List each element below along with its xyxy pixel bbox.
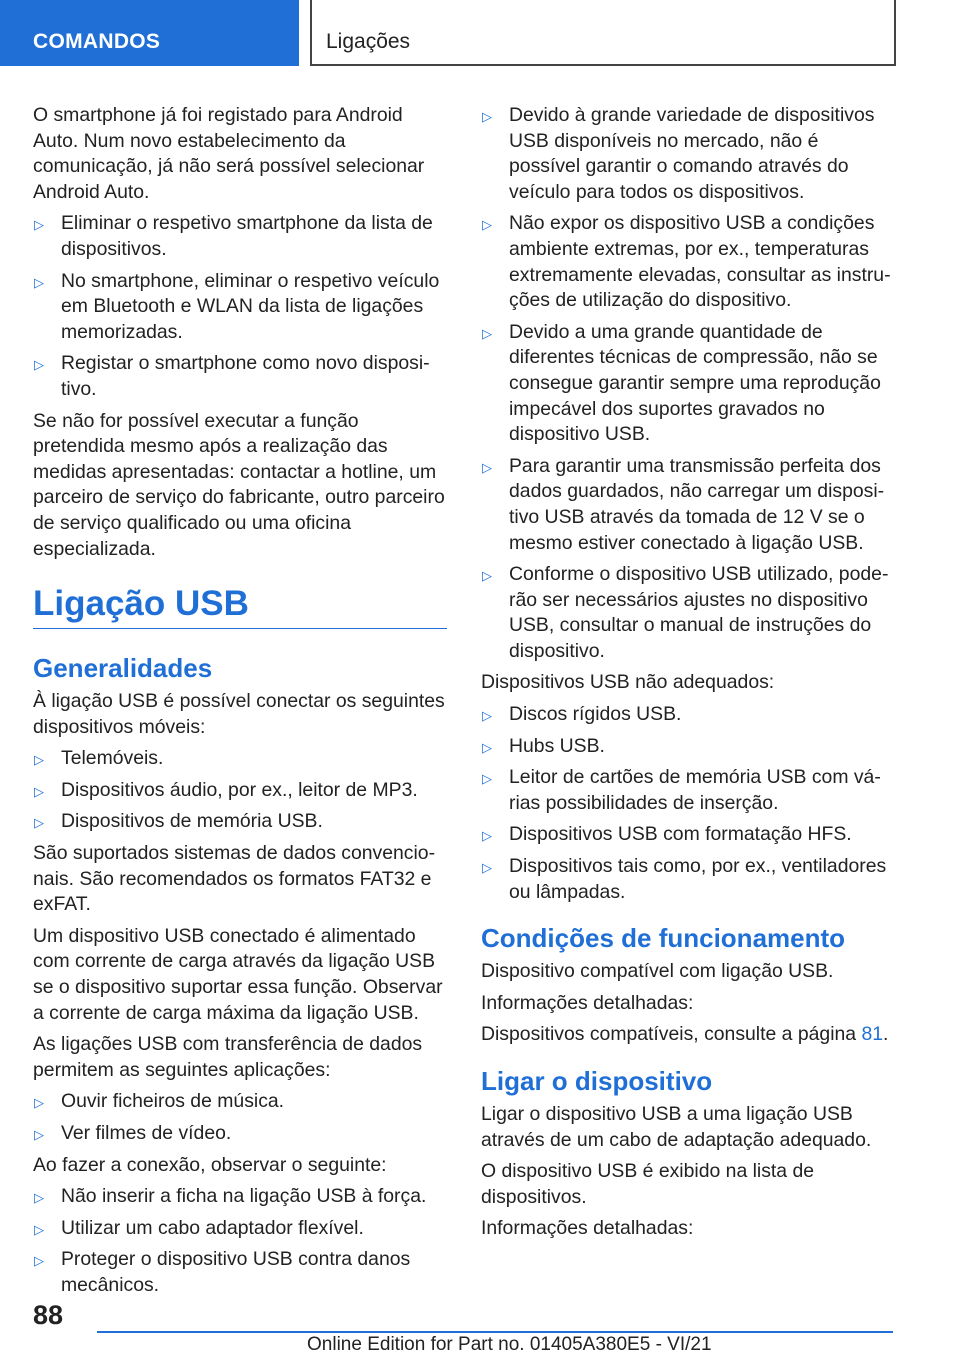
chapter-title: Ligações (326, 30, 411, 53)
bullet-triangle-icon: ▷ (482, 860, 492, 876)
list-item: ▷ Devido a uma grande quantidade de diferentes técnicas de compressão, não se consegue garantir sempre uma reprodução impecável dos suportes gravados no dispositivo USB. (482, 320, 881, 446)
heading-operating-conditions: Condições de funcionamento (481, 923, 846, 954)
section-tab (0, 0, 299, 66)
paragraph: Um dispositivo USB conectado é alimentado com corrente de carga através da ligação USB se o dispositivo suportar essa função. Observar a corrente de carga máxima da ligação USB. (33, 924, 443, 1024)
bullet-triangle-icon: ▷ (34, 1253, 44, 1269)
bullet-triangle-icon: ▷ (34, 357, 44, 373)
bullet-triangle-icon: ▷ (34, 1127, 44, 1142)
list-item: ▷ Telemóveis. (33, 746, 447, 772)
section-label: COMANDOS (33, 30, 161, 53)
right-column (481, 103, 891, 1248)
page-link[interactable]: 81 (861, 1023, 884, 1046)
list-item: ▷ Ver filmes de vídeo. (33, 1121, 447, 1147)
paragraph: O smartphone já foi registado para Android Auto. Num novo estabelecimento da comunicação, já não será possível selecionar Android Auto. (33, 104, 425, 203)
page-header (0, 0, 960, 66)
chapter-tab (310, 0, 896, 66)
paragraph: Informações detalhadas: (481, 1217, 694, 1240)
list-item: ▷ Leitor de cartões de memória USB com várias possibilidades de inserção. (482, 766, 881, 814)
paragraph: Informações detalhadas: (481, 991, 694, 1014)
bullet-triangle-icon: ▷ (482, 708, 492, 724)
list-item: ▷ Proteger o dispositivo USB contra danos mecânicos. (34, 1248, 411, 1296)
paragraph: As ligações USB com transferência de dados permitem as seguintes aplicações: (33, 1033, 423, 1081)
footer-divider (97, 1331, 893, 1333)
edition-text: Online Edition for Part no. 01405A380E5 - VI/21 (307, 1334, 712, 1355)
heading-connect-device: Ligar o dispositivo (481, 1066, 713, 1096)
bullet-triangle-icon: ▷ (482, 828, 492, 844)
paragraph: Se não for possível executar a função pretendida mesmo após a realização das medidas apresentadas: contactar a hotline, um parceiro de serviço do fabricante, outro parceiro de serviço qualificado ou uma oficina especializada. (33, 409, 445, 560)
paragraph: Ao fazer a conexão, observar o seguinte: (33, 1153, 387, 1176)
bullet-triangle-icon: ▷ (482, 217, 492, 233)
list-item: ▷ Não inserir a ficha na ligação USB à força. (33, 1184, 447, 1210)
paragraph: O dispositivo USB é exibido na lista de dispositivos. (481, 1160, 815, 1208)
bullet-triangle-icon: ▷ (34, 783, 44, 799)
paragraph: Ligar o dispositivo USB a uma ligação USB através de um cabo de adaptação adequado. (481, 1103, 872, 1151)
paragraph: São suportados sistemas de dados convencionais. São recomendados os formatos FAT32 e exFAT. (33, 842, 436, 916)
list-item: ▷ Registar o smartphone como novo dispositivo. (34, 352, 430, 400)
bullet-triangle-icon: ▷ (34, 752, 44, 768)
list-item: ▷ No smartphone, eliminar o respetivo veículo em Bluetooth e WLAN da lista de ligações memorizadas. (34, 269, 440, 343)
paragraph: Dispositivo compatível com ligação USB. (481, 960, 834, 983)
bullet-triangle-icon: ▷ (34, 1095, 44, 1111)
paragraph: Dispositivos USB não adequados: (481, 671, 775, 694)
bullet-triangle-icon: ▷ (482, 325, 492, 341)
bullet-triangle-icon: ▷ (34, 1221, 44, 1237)
bullet-triangle-icon: ▷ (34, 815, 44, 831)
list-item: ▷ Dispositivos tais como, por ex., ventiladores ou lâmpadas. (482, 855, 887, 903)
bullet-triangle-icon: ▷ (482, 459, 492, 475)
page-number: 88 (33, 1300, 64, 1330)
list-item: ▷ Ouvir ficheiros de música. (33, 1089, 447, 1115)
list-item: ▷ Dispositivos áudio, por ex., leitor de MP3. (33, 778, 447, 804)
list-item: ▷ Conforme o dispositivo USB utilizado, poderão ser necessários ajustes no dispositivo USB, consultar o manual de instruções do dispositivo. (482, 563, 889, 662)
heading-general: Generalidades (33, 653, 213, 684)
list-item: ▷ Discos rígidos USB. (481, 702, 891, 728)
bullet-triangle-icon: ▷ (34, 274, 44, 290)
list-item: ▷ Para garantir uma transmissão perfeita dos dados guardados, não carregar um dispositivo USB através da tomada de 12 V se o mesmo estiver conectado à ligação USB. (482, 454, 885, 554)
bullet-triangle-icon: ▷ (482, 739, 492, 755)
list-item: ▷ Devido à grande variedade de dispositivos USB disponíveis no mercado, não é possível garantir o comando através do veículo para todos os dispositivos. (482, 104, 875, 203)
paragraph: À ligação USB é possível conectar os seguintes dispositivos móveis: (33, 690, 445, 738)
list-item: ▷ Dispositivos USB com formatação HFS. (481, 822, 891, 848)
bullet-triangle-icon: ▷ (34, 1190, 44, 1206)
paragraph-with-link: Dispositivos compatíveis, consulte a página 81. (481, 1023, 889, 1046)
list-item: ▷ Eliminar o respetivo smartphone da lista de dispositivos. (34, 212, 433, 260)
list-item: ▷ Dispositivos de memória USB. (33, 809, 447, 835)
bullet-triangle-icon: ▷ (34, 217, 44, 233)
left-column (33, 103, 447, 1305)
bullet-triangle-icon: ▷ (482, 771, 492, 787)
list-item: ▷ Hubs USB. (481, 734, 891, 760)
list-item: ▷ Não expor os dispositivo USB a condições ambiente extremas, por ex., temperaturas extremamente elevadas, consultar as instruções de utilização do dispositivo. (482, 212, 891, 312)
bullet-triangle-icon: ▷ (482, 109, 492, 124)
bullet-triangle-icon: ▷ (482, 568, 492, 584)
heading-usb-connection: Ligação USB (33, 568, 447, 629)
list-item: ▷ Utilizar um cabo adaptador flexível. (33, 1216, 447, 1242)
